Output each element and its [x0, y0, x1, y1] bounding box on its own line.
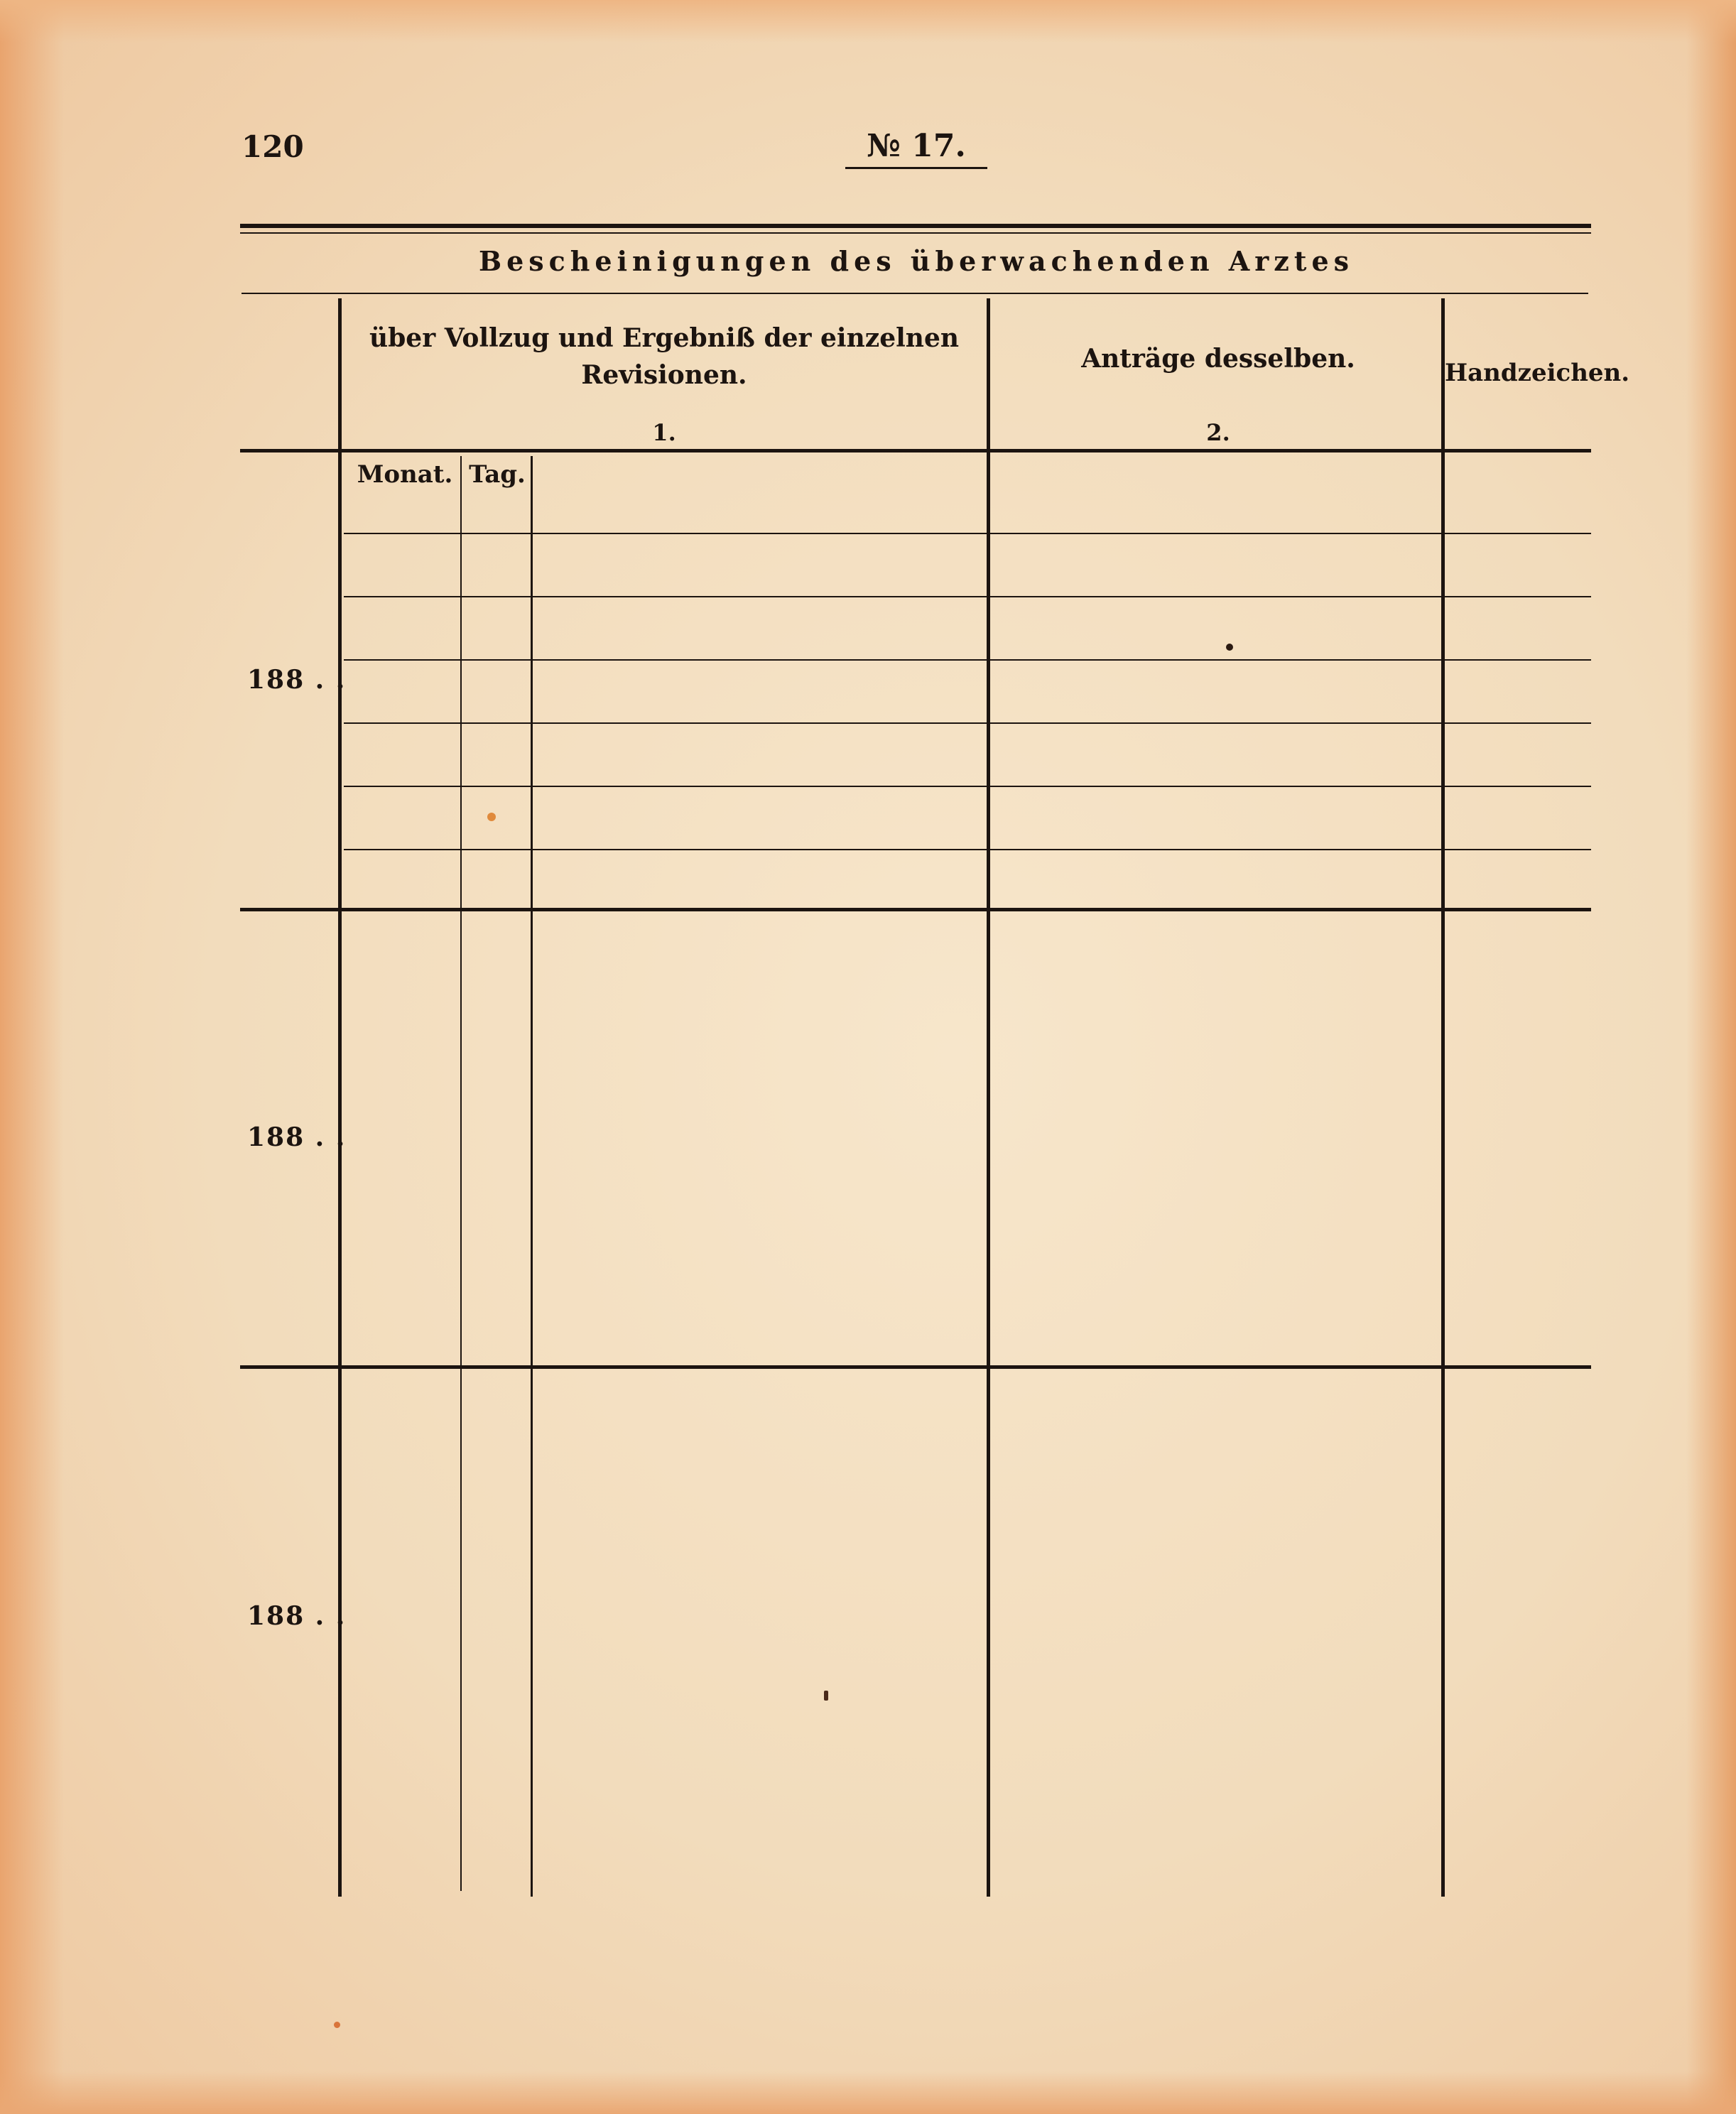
form-number: № 17. — [845, 128, 987, 169]
subcolumn-tag: Tag. — [469, 460, 526, 489]
year-label: 188 . . — [247, 1601, 347, 1631]
section-title: Bescheinigungen des überwachenden Arztes — [478, 245, 1355, 277]
stain-speck — [334, 2022, 340, 2028]
ruled-line — [344, 722, 1591, 724]
column-number-1: 1. — [652, 419, 676, 446]
ink-speck — [1226, 644, 1233, 651]
paper-edge-stain-left — [0, 0, 64, 2114]
year-label: 188 . . — [247, 1122, 347, 1152]
column-header-antraege: Anträge desselben. — [1081, 344, 1355, 374]
ruled-line — [344, 659, 1591, 661]
paper-edge-stain-top — [0, 0, 1736, 43]
rule-left-main — [338, 298, 342, 1897]
rule-monat-tag — [460, 456, 462, 1891]
ruled-line — [344, 533, 1591, 534]
year-label: 188 . . — [247, 665, 347, 695]
rule-col2-col3 — [1441, 298, 1445, 1897]
top-rule-thick — [240, 224, 1591, 228]
top-rule-thin — [240, 232, 1591, 234]
ruled-line — [344, 786, 1591, 787]
page-number: 120 — [242, 129, 304, 164]
ruled-line — [344, 596, 1591, 597]
stain-speck — [487, 813, 496, 821]
column-header-handzeichen: Handzeichen. — [1445, 359, 1630, 387]
column-number-2: 2. — [1206, 419, 1230, 446]
ink-speck — [824, 1691, 828, 1701]
header-bottom-rule — [240, 449, 1591, 452]
title-underline — [242, 293, 1588, 294]
rule-tag-revisions — [531, 456, 533, 1897]
ruled-line — [344, 849, 1591, 850]
block-separator-2 — [240, 1365, 1591, 1369]
subcolumn-monat: Monat. — [357, 460, 453, 489]
rule-col1-col2 — [987, 298, 990, 1897]
block-separator-1 — [240, 908, 1591, 911]
paper-edge-stain-right — [1686, 0, 1736, 2114]
paper-edge-stain-bottom — [0, 2071, 1736, 2114]
column-header-revisions: über Vollzug und Ergebniß der einzelnen Revisionen. — [369, 323, 960, 390]
